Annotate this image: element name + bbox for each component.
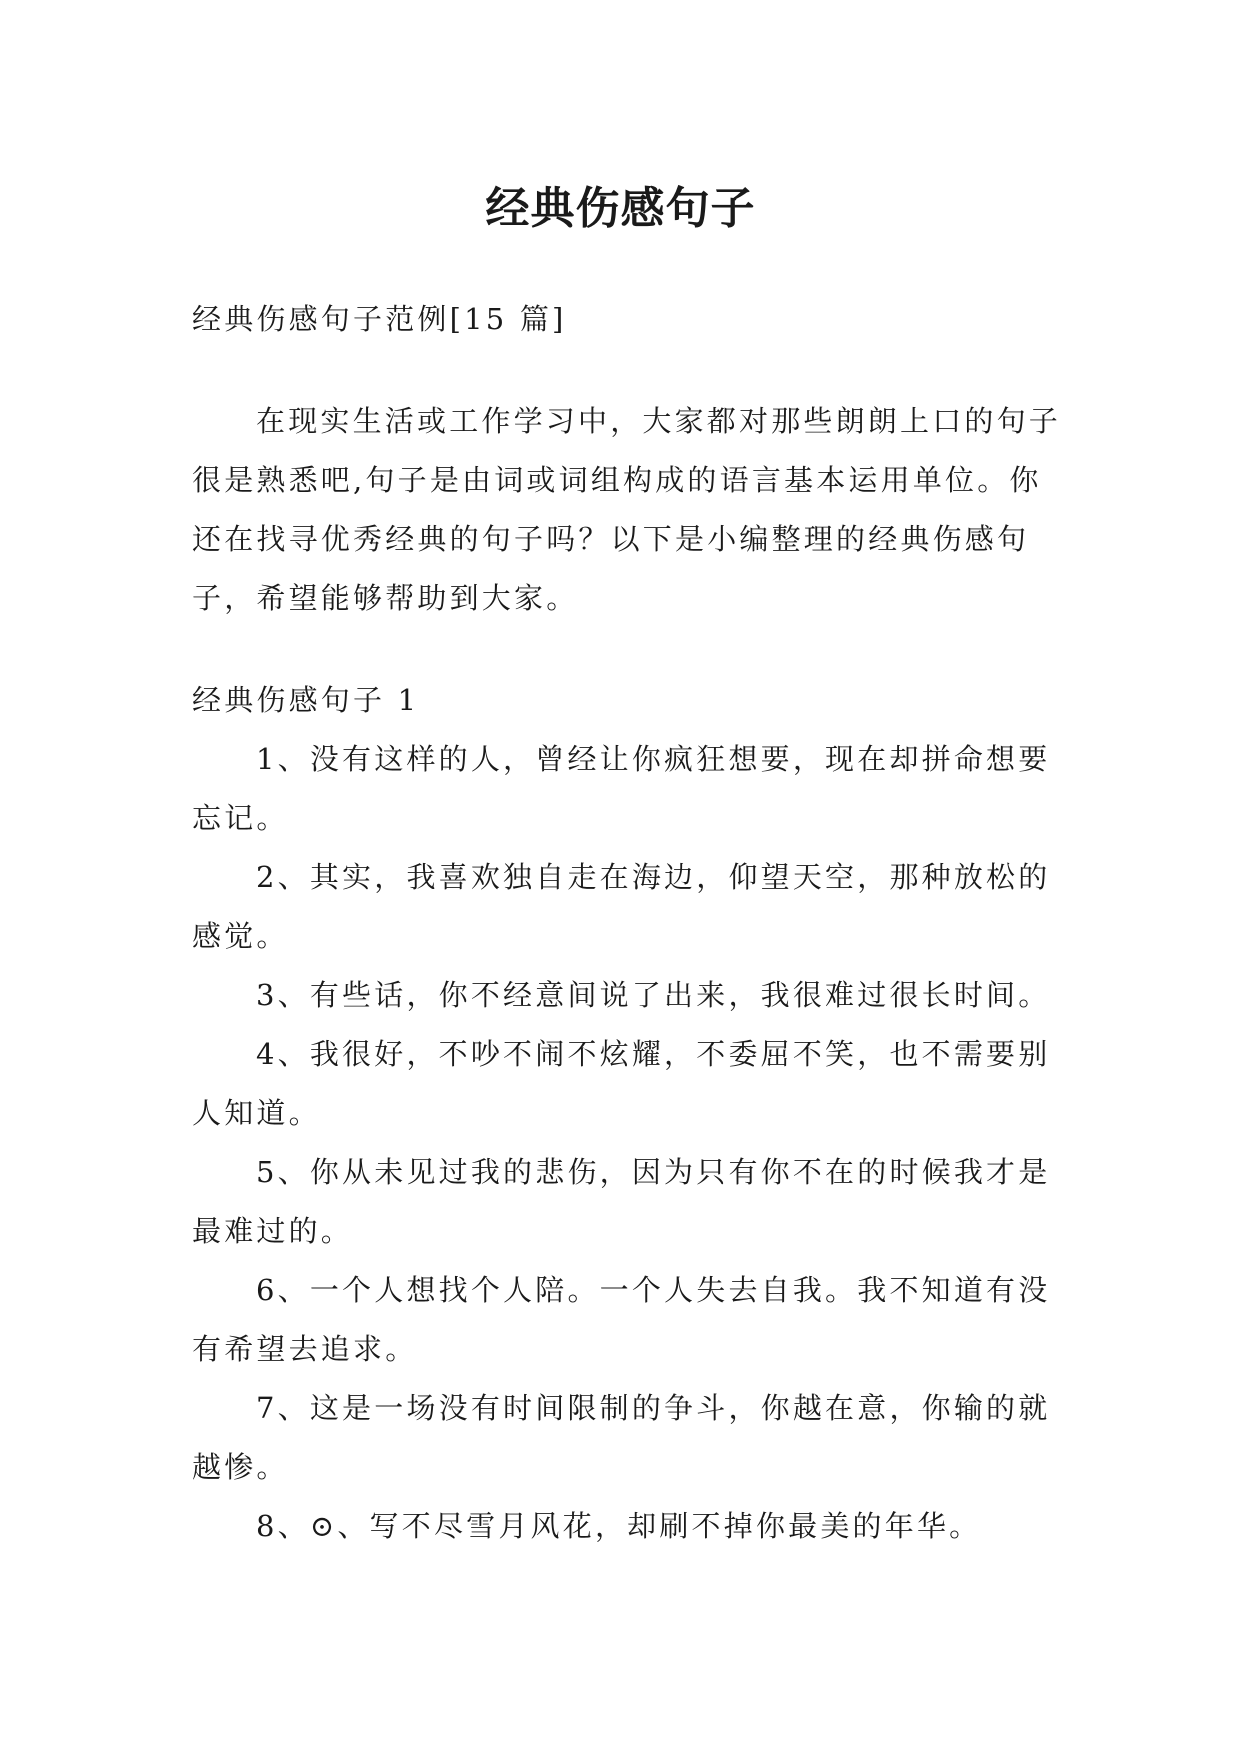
- sentence-item: 3、有些话，你不经意间说了出来，我很难过很长时间。: [256, 978, 1051, 1012]
- intro-paragraph: 在现实生活或工作学习中，大家都对那些朗朗上口的句子很是熟悉吧,句子是由词或词组构成的语言基本运用单位。你还在找寻优秀经典的句子吗？以下是小编整理的经典伤感句子，希望能够帮助到大家。: [192, 404, 1062, 615]
- sentence-item: 5、你从未见过我的悲伤，因为只有你不在的时候我才是最难过的。: [192, 1155, 1051, 1248]
- sentence-item: 6、一个人想找个人陪。一个人失去自我。我不知道有没有希望去追求。: [192, 1273, 1051, 1366]
- document-title: 经典伤感句子: [485, 183, 756, 235]
- sentence-item: 2、其实，我喜欢独自走在海边，仰望天空，那种放松的感觉。: [192, 860, 1051, 953]
- document-subtitle: 经典伤感句子范例[15 篇]: [192, 302, 567, 336]
- document-body: [192, 290, 1062, 1556]
- sentence-item: 4、我很好，不吵不闹不炫耀，不委屈不笑，也不需要别人知道。: [192, 1037, 1051, 1130]
- sentence-item: 7、这是一场没有时间限制的争斗，你越在意，你输的就越惨。: [192, 1391, 1051, 1484]
- section-heading: 经典伤感句子 1: [192, 683, 420, 717]
- sentence-item: 1、没有这样的人，曾经让你疯狂想要，现在却拼命想要忘记。: [192, 742, 1051, 835]
- sentence-item: 8、⊙、写不尽雪月风花，却刷不掉你最美的年华。: [256, 1509, 982, 1543]
